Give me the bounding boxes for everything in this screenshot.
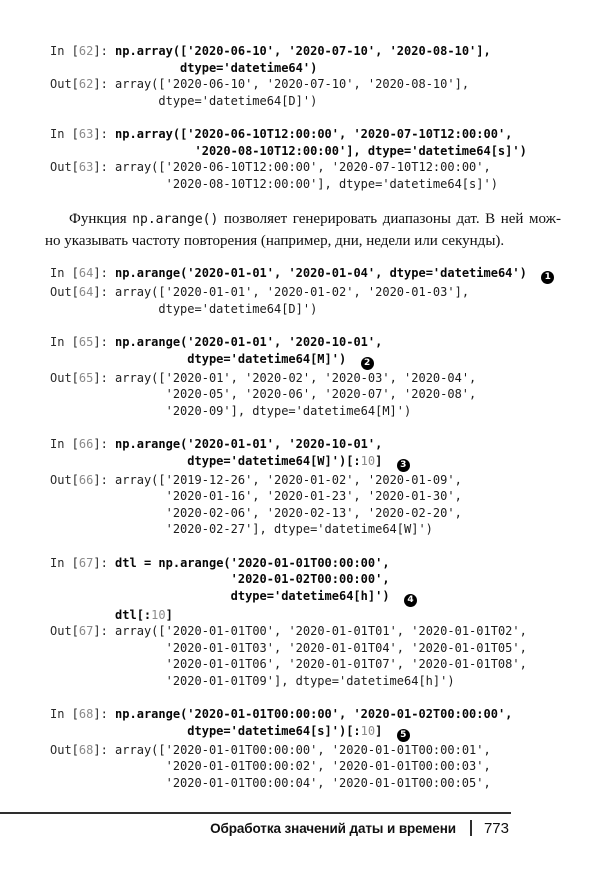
code-line: '2020-02-06', '2020-02-13', '2020-02-20', bbox=[50, 505, 462, 520]
footer-section-title: Обработка значений даты и времени bbox=[210, 821, 456, 836]
code-line: '2020-01-01T00:00:02', '2020-01-01T00:00:03', bbox=[50, 759, 491, 773]
callout-1-icon: 1 bbox=[541, 271, 554, 284]
paragraph-line: Функция np.arange() позволяет генерировать диапазоны дат. В ней мож- bbox=[69, 211, 562, 227]
footer-divider bbox=[470, 820, 472, 836]
callout-4-icon: 4 bbox=[404, 594, 417, 607]
code-line: Out[64]: array(['2020-01-01', '2020-01-02', '2020-01-03'], bbox=[50, 285, 470, 299]
code-block-64 bbox=[50, 265, 600, 317]
footer-page-number: 773 bbox=[483, 820, 509, 837]
code-line: dtype='datetime64[D]') bbox=[50, 301, 318, 316]
code-line: dtype='datetime64[h]') 4 bbox=[50, 588, 600, 607]
code-line: '2020-01-16', '2020-01-23', '2020-01-30', bbox=[50, 489, 462, 503]
code-line: In [63]: np.array(['2020-06-10T12:00:00', '2020-07-10T12:00:00', bbox=[50, 127, 513, 141]
code-line: In [68]: np.arange('2020-01-01T00:00:00', '2020-01-02T00:00:00', bbox=[50, 707, 513, 721]
code-line: In [62]: np.array(['2020-06-10', '2020-07-10', '2020-08-10'], bbox=[50, 44, 491, 58]
code-line: '2020-09'], dtype='datetime64[M]') bbox=[50, 403, 412, 418]
code-block-63 bbox=[50, 126, 600, 192]
code-block-65 bbox=[50, 334, 600, 419]
code-line: dtype='datetime64') bbox=[50, 60, 318, 75]
code-line: '2020-08-10T12:00:00'], dtype='datetime64[s]') bbox=[50, 176, 498, 191]
code-line: In [67]: dtl = np.arange('2020-01-01T00:00:00', bbox=[50, 555, 390, 570]
code-line: In [65]: np.arange('2020-01-01', '2020-10-01', bbox=[50, 335, 383, 349]
code-line: dtype='datetime64[W]')[:10] 3 bbox=[50, 453, 600, 472]
code-line: dtype='datetime64[s]')[:10] 5 bbox=[50, 723, 600, 742]
code-line: Out[66]: array(['2019-12-26', '2020-01-02', '2020-01-09', bbox=[50, 472, 462, 487]
callout-5-icon: 5 bbox=[397, 729, 410, 742]
code-line: '2020-01-01T06', '2020-01-01T07', '2020-01-01T08', bbox=[50, 657, 527, 671]
code-line: Out[68]: array(['2020-01-01T00:00:00', '2020-01-01T00:00:01', bbox=[50, 742, 491, 757]
footer-row bbox=[0, 814, 511, 838]
code-line: '2020-05', '2020-06', '2020-07', '2020-08', bbox=[50, 387, 477, 401]
body-paragraph bbox=[45, 209, 561, 252]
code-block-68 bbox=[50, 706, 600, 791]
code-block-62 bbox=[50, 43, 600, 109]
callout-3-icon: 3 bbox=[397, 459, 410, 472]
code-line: Out[63]: array(['2020-06-10T12:00:00', '2020-07-10T12:00:00', bbox=[50, 160, 491, 174]
code-line: '2020-01-01T00:00:04', '2020-01-01T00:00:05', bbox=[50, 775, 491, 790]
code-line: '2020-01-01T09'], dtype='datetime64[h]') bbox=[50, 673, 455, 688]
code-line: dtype='datetime64[M]') 2 bbox=[50, 351, 600, 370]
code-line: Out[65]: array(['2020-01', '2020-02', '2020-03', '2020-04', bbox=[50, 370, 477, 385]
code-line: '2020-01-02T00:00:00', bbox=[50, 572, 390, 586]
code-line: '2020-02-27'], dtype='datetime64[W]') bbox=[50, 522, 433, 536]
code-line: '2020-01-01T03', '2020-01-01T04', '2020-01-01T05', bbox=[50, 640, 527, 655]
code-line: Out[62]: array(['2020-06-10', '2020-07-10', '2020-08-10'], bbox=[50, 77, 470, 91]
page-footer bbox=[0, 812, 511, 838]
code-line: dtl[:10] bbox=[50, 607, 173, 622]
code-line: dtype='datetime64[D]') bbox=[50, 93, 318, 108]
code-line: '2020-08-10T12:00:00'], dtype='datetime64[s]') bbox=[50, 143, 527, 158]
code-line: In [64]: np.arange('2020-01-01', '2020-01-04', dtype='datetime64') 1 bbox=[50, 265, 600, 284]
code-block-67 bbox=[50, 555, 600, 690]
code-line: Out[67]: array(['2020-01-01T00', '2020-01-01T01', '2020-01-01T02', bbox=[50, 624, 527, 638]
callout-2-icon: 2 bbox=[361, 357, 374, 370]
code-block-66 bbox=[50, 436, 600, 538]
code-line: In [66]: np.arange('2020-01-01', '2020-10-01', bbox=[50, 437, 383, 451]
paragraph-line: но указывать частоту повторения (например, дни, недели или секунды). bbox=[45, 232, 505, 249]
